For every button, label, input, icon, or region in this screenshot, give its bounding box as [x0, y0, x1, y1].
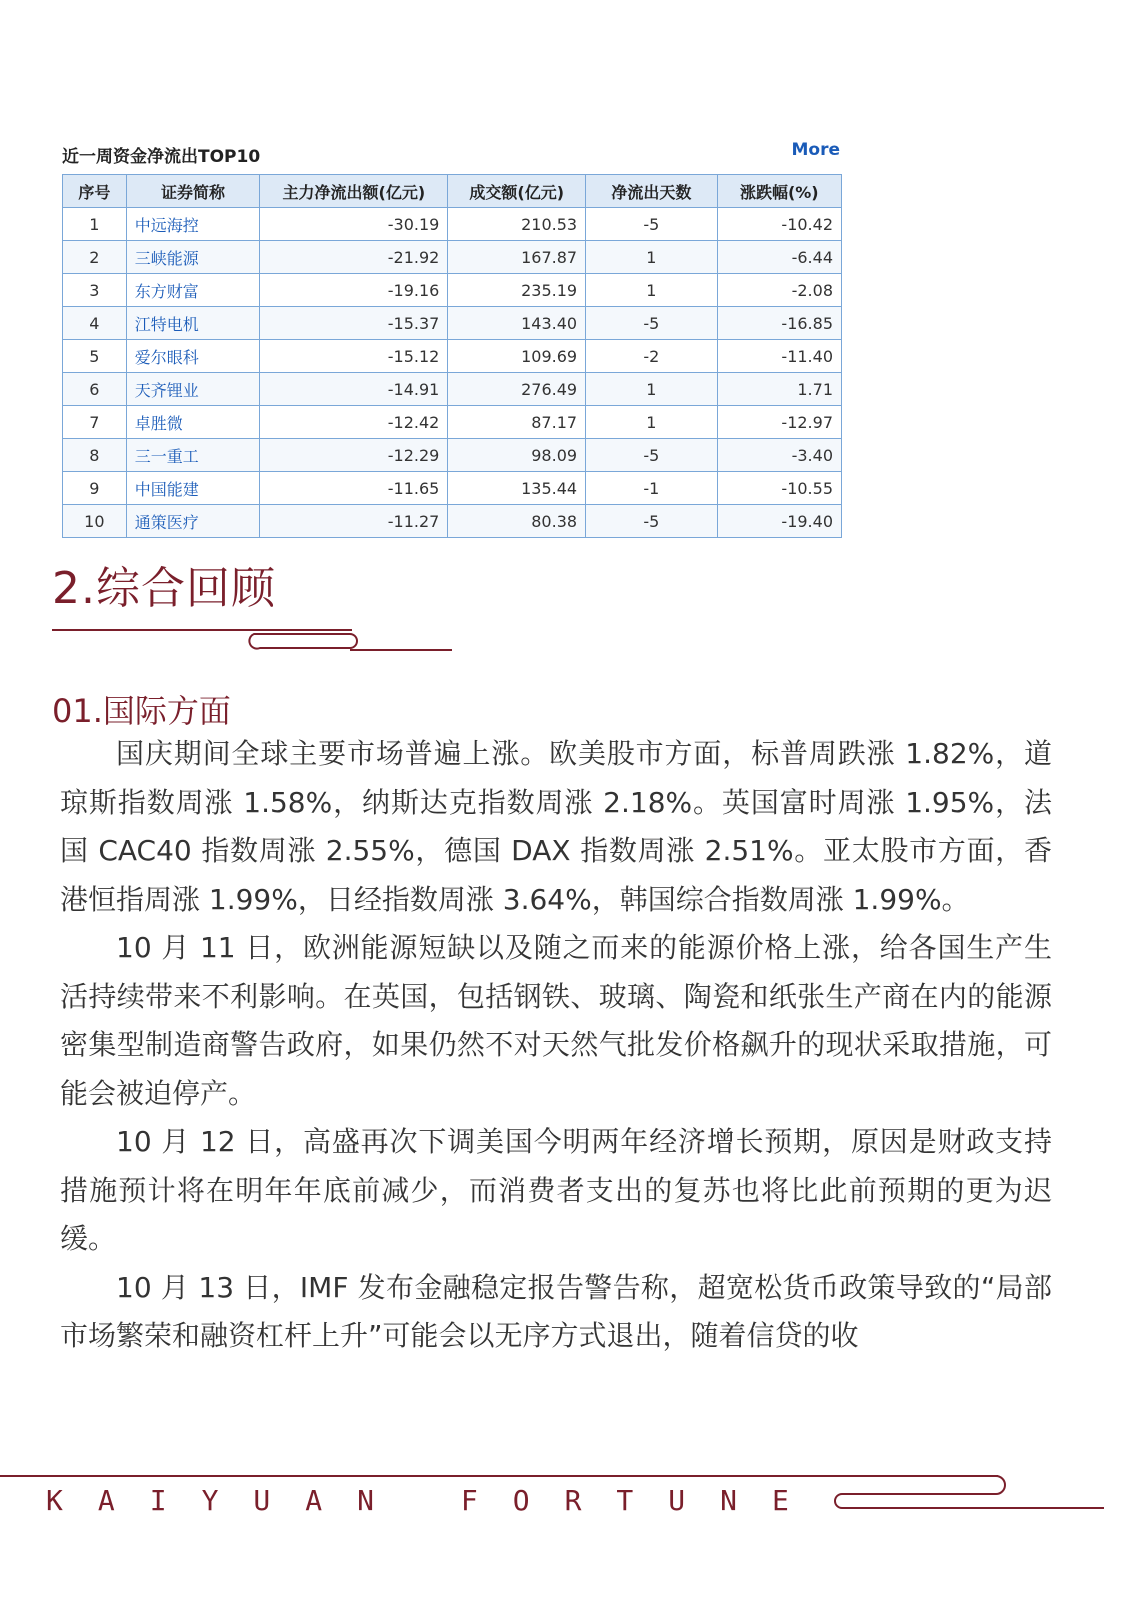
- cell-stock-name[interactable]: 卓胜微: [126, 406, 260, 439]
- cell-stock-name[interactable]: 三峡能源: [126, 241, 260, 274]
- cell-outflow: -12.29: [260, 439, 448, 472]
- cell-index: 9: [63, 472, 127, 505]
- subsection-title: 01.国际方面: [52, 692, 231, 730]
- cell-days: 1: [586, 274, 718, 307]
- cell-outflow: -15.37: [260, 307, 448, 340]
- cell-days: -5: [586, 208, 718, 241]
- table-row: [63, 241, 842, 274]
- cell-days: -5: [586, 505, 718, 538]
- table-header-row: [63, 175, 842, 208]
- cell-change: -12.97: [717, 406, 841, 439]
- cell-change: -10.55: [717, 472, 841, 505]
- cell-index: 8: [63, 439, 127, 472]
- cell-stock-name[interactable]: 中国能建: [126, 472, 260, 505]
- table-row: [63, 439, 842, 472]
- cell-index: 2: [63, 241, 127, 274]
- cell-index: 1: [63, 208, 127, 241]
- cell-index: 5: [63, 340, 127, 373]
- table-row: [63, 307, 842, 340]
- cell-index: 3: [63, 274, 127, 307]
- cell-outflow: -12.42: [260, 406, 448, 439]
- cell-index: 10: [63, 505, 127, 538]
- cell-outflow: -11.27: [260, 505, 448, 538]
- table-row: [63, 340, 842, 373]
- col-header-turnover: 成交额(亿元): [448, 175, 586, 208]
- cell-outflow: -11.65: [260, 472, 448, 505]
- outflow-table: [62, 174, 842, 538]
- cell-turnover: 235.19: [448, 274, 586, 307]
- cell-outflow: -14.91: [260, 373, 448, 406]
- col-header-name: 证券简称: [126, 175, 260, 208]
- table-title: 近一周资金净流出TOP10: [62, 147, 261, 167]
- cell-days: -5: [586, 439, 718, 472]
- cell-stock-name[interactable]: 东方财富: [126, 274, 260, 307]
- cell-days: -1: [586, 472, 718, 505]
- cell-stock-name[interactable]: 通策医疗: [126, 505, 260, 538]
- cell-change: 1.71: [717, 373, 841, 406]
- col-header-change: 涨跌幅(%): [717, 175, 841, 208]
- cell-stock-name[interactable]: 三一重工: [126, 439, 260, 472]
- more-link[interactable]: More: [791, 140, 840, 160]
- cell-turnover: 143.40: [448, 307, 586, 340]
- cell-change: -6.44: [717, 241, 841, 274]
- cell-days: 1: [586, 406, 718, 439]
- table-header-bar: [62, 138, 840, 166]
- cell-days: 1: [586, 241, 718, 274]
- paragraph-imf-report: 10 月 13 日，IMF 发布金融稳定报告警告称，超宽松货币政策导致的“局部市场繁荣和融资杠杆上升”可能会以无序方式退出，随着信贷的收: [60, 1270, 1052, 1352]
- cell-turnover: 109.69: [448, 340, 586, 373]
- cell-turnover: 276.49: [448, 373, 586, 406]
- cell-change: -10.42: [717, 208, 841, 241]
- cell-days: -2: [586, 340, 718, 373]
- paragraph-europe-energy: 10 月 11 日，欧洲能源短缺以及随之而来的能源价格上涨，给各国生产生活持续带来不利影响。在英国，包括钢铁、玻璃、陶瓷和纸张生产商在内的能源密集型制造商警告政府，如果仍然不对天然气批发价格飙升的现状采取措施，可能会被迫停产。: [60, 931, 1052, 1110]
- cell-index: 7: [63, 406, 127, 439]
- table-row: [63, 406, 842, 439]
- cell-turnover: 167.87: [448, 241, 586, 274]
- cell-turnover: 87.17: [448, 406, 586, 439]
- cell-outflow: -21.92: [260, 241, 448, 274]
- cell-turnover: 80.38: [448, 505, 586, 538]
- article-body: [60, 730, 1052, 1361]
- paragraph-goldman-forecast: 10 月 12 日，高盛再次下调美国今明两年经济增长预期，原因是财政支持措施预计将在明年年底前减少，而消费者支出的复苏也将比此前预期的更为迟缓。: [60, 1125, 1052, 1255]
- cell-outflow: -19.16: [260, 274, 448, 307]
- col-header-days: 净流出天数: [586, 175, 718, 208]
- cell-turnover: 135.44: [448, 472, 586, 505]
- cell-change: -19.40: [717, 505, 841, 538]
- cell-days: -5: [586, 307, 718, 340]
- cell-outflow: -30.19: [260, 208, 448, 241]
- cell-change: -2.08: [717, 274, 841, 307]
- cell-change: -11.40: [717, 340, 841, 373]
- cell-days: 1: [586, 373, 718, 406]
- table-row: [63, 505, 842, 538]
- cell-index: 4: [63, 307, 127, 340]
- cell-change: -16.85: [717, 307, 841, 340]
- cell-outflow: -15.12: [260, 340, 448, 373]
- footer-brand: KAIYUAN FORTUNE: [46, 1484, 824, 1517]
- cell-stock-name[interactable]: 中远海控: [126, 208, 260, 241]
- cell-stock-name[interactable]: 天齐锂业: [126, 373, 260, 406]
- cell-stock-name[interactable]: 江特电机: [126, 307, 260, 340]
- cell-change: -3.40: [717, 439, 841, 472]
- table-row: [63, 208, 842, 241]
- section-title: 2.综合回顾: [52, 563, 276, 614]
- cell-stock-name[interactable]: 爱尔眼科: [126, 340, 260, 373]
- col-header-outflow: 主力净流出额(亿元): [260, 175, 448, 208]
- table-row: [63, 472, 842, 505]
- paragraph-international-markets: 国庆期间全球主要市场普遍上涨。欧美股市方面，标普周跌涨 1.82%，道琼斯指数周涨 1.58%，纳斯达克指数周涨 2.18%。英国富时周涨 1.95%，法国 CAC40 指数周涨 2.55%，德国 DAX 指数周涨 2.51%。亚太股市方面，香港恒指周涨 1.99%，日经指数周涨 3.64%，韩国综合指数周涨 1.99%。: [60, 737, 1052, 916]
- table-row: [63, 373, 842, 406]
- table-row: [63, 274, 842, 307]
- col-header-index: 序号: [63, 175, 127, 208]
- section-title-divider: [50, 622, 460, 656]
- cell-turnover: 210.53: [448, 208, 586, 241]
- cell-index: 6: [63, 373, 127, 406]
- cell-turnover: 98.09: [448, 439, 586, 472]
